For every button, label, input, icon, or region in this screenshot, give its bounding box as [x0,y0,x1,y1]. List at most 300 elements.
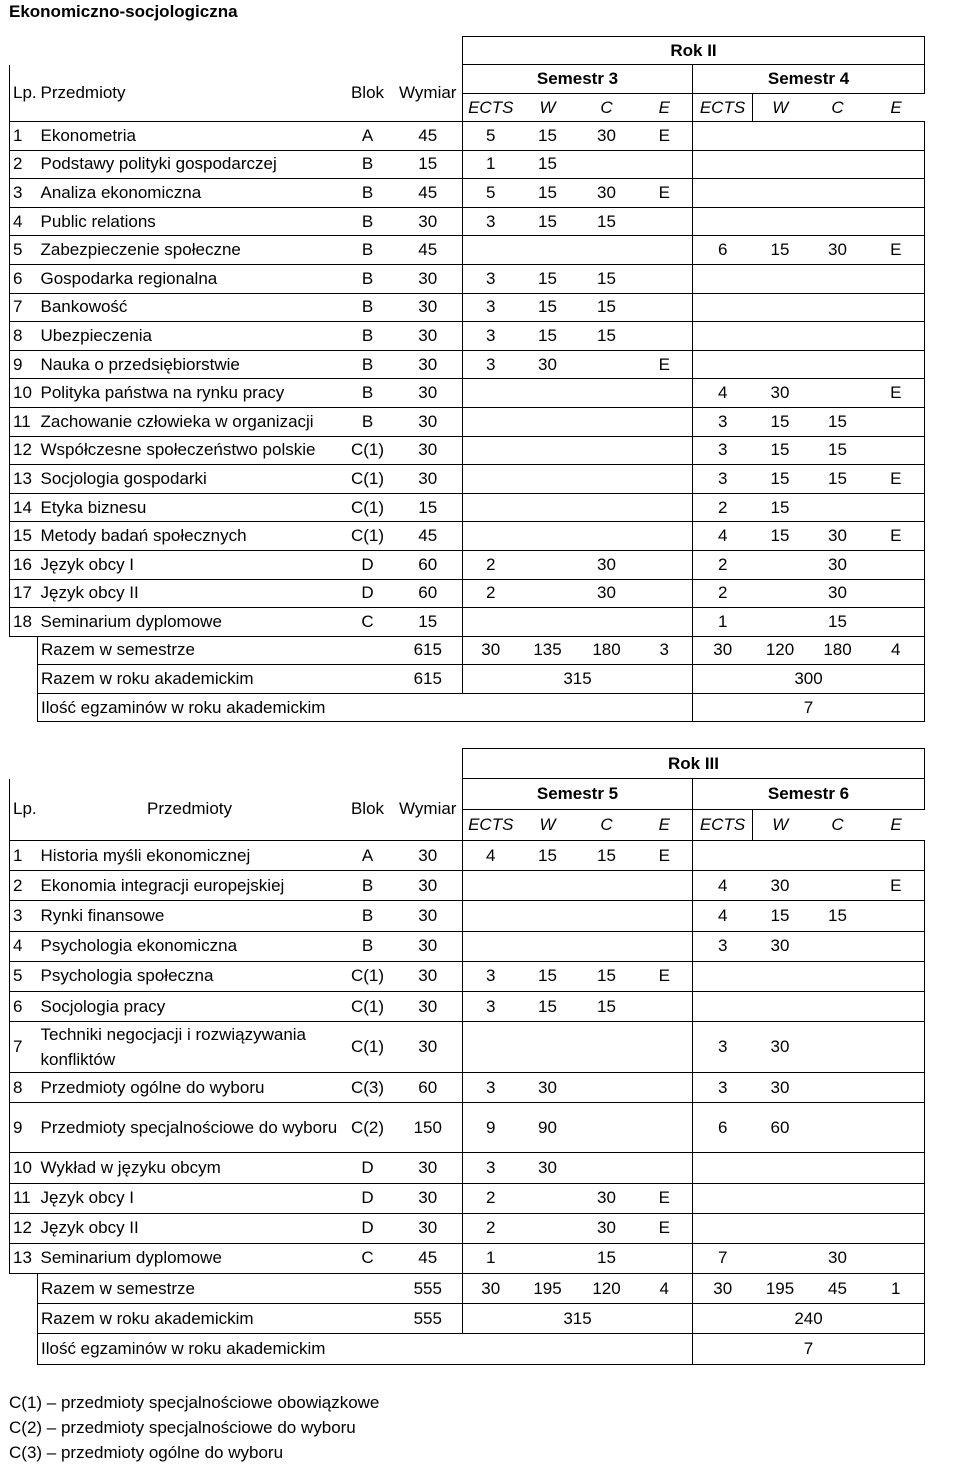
cell-ects: 5 [463,179,519,208]
table-row [10,1073,925,1103]
cell-e [868,961,925,991]
cell-e [868,293,925,322]
table-row [10,264,925,293]
cell-wymiar: 45 [394,236,463,265]
blok-header: Blok [342,779,394,841]
cell-wymiar: 45 [394,122,463,151]
cell-blok: B [342,407,394,436]
sum-semester-value: 555 [394,1274,463,1304]
cell-blok: B [342,236,394,265]
cell-wymiar: 60 [394,1073,463,1103]
cell-lp: 9 [10,1103,38,1153]
cell-e [637,608,693,637]
cell-ects [693,293,753,322]
cell-e [637,871,693,901]
cell-subject: Analiza ekonomiczna [38,179,342,208]
cell-blok: B [342,179,394,208]
sum-semester-value: 30 [463,636,519,665]
przedmioty-header: Przedmioty [38,65,342,122]
table-row [10,293,925,322]
cell-subject: Język obcy II [38,579,342,608]
cell-subject: Ubezpieczenia [38,322,342,351]
sum-year-wymiar: 555 [394,1304,463,1334]
cell-e [637,1103,693,1153]
cell-w [753,1213,808,1243]
cell-e [637,322,693,351]
cell-e [868,841,925,871]
table-row [10,1103,925,1153]
cell-blok: B [342,379,394,408]
cell-w [753,122,808,151]
table-row [10,236,925,265]
cell-e [868,264,925,293]
cell-w: 15 [519,207,577,236]
cell-w [519,931,577,961]
cell-w [753,991,808,1021]
lp-header: Lp. [10,779,38,841]
cell-ects [693,179,753,208]
cell-c [577,1022,637,1073]
cell-wymiar: 30 [394,1183,463,1213]
cell-ects [463,379,519,408]
table-row [10,1153,925,1183]
cell-lp: 5 [10,236,38,265]
subheader-c: C [577,810,637,841]
cell-w [753,550,808,579]
cell-c [808,991,868,1021]
sum-semester-value: 4 [637,1274,693,1304]
cell-w: 30 [753,379,808,408]
legend-item: C(2) – przedmioty specjalnościowe do wyboru [9,1418,356,1437]
table-row [10,579,925,608]
cell-ects: 1 [693,608,753,637]
sum-semester-value: 30 [693,1274,753,1304]
exams-label: Ilość egzaminów w roku akademickim [38,1334,693,1364]
cell-ects: 7 [693,1243,753,1273]
cell-e: E [637,350,693,379]
cell-e [637,550,693,579]
semester-header-b: Semestr 4 [693,65,925,94]
cell-c [577,436,637,465]
blank-cell [10,693,38,722]
cell-w: 30 [519,1153,577,1183]
cell-w: 15 [519,122,577,151]
cell-e [637,1153,693,1183]
cell-e [637,207,693,236]
cell-c [808,322,868,351]
cell-wymiar: 30 [394,322,463,351]
cell-blok: D [342,1213,394,1243]
cell-c [808,207,868,236]
cell-e [637,379,693,408]
cell-blok: C(1) [342,961,394,991]
cell-ects [693,841,753,871]
cell-w: 15 [753,465,808,494]
sum-year-semester-a: 315 [463,665,693,694]
curriculum-table-year-3 [9,748,925,1365]
cell-c: 15 [808,436,868,465]
cell-ects: 2 [463,1183,519,1213]
cell-blok: C(1) [342,436,394,465]
table-row [10,350,925,379]
table-row [10,1183,925,1213]
cell-ects: 1 [463,1243,519,1273]
cell-e [868,436,925,465]
cell-ects: 6 [693,1103,753,1153]
year-header: Rok III [463,749,925,779]
cell-c: 15 [577,841,637,871]
cell-subject: Nauka o przedsiębiorstwie [38,350,342,379]
cell-blok: B [342,871,394,901]
page-title: Ekonomiczno-socjologiczna [9,2,238,21]
cell-ects: 2 [463,1213,519,1243]
cell-subject: Psychologia społeczna [38,961,342,991]
cell-w: 30 [753,931,808,961]
cell-ects: 4 [693,522,753,551]
przedmioty-header: Przedmioty [38,779,342,841]
cell-lp: 15 [10,522,38,551]
cell-w [753,322,808,351]
header-spacer [10,749,463,779]
cell-lp: 6 [10,264,38,293]
cell-e [637,1073,693,1103]
table-row [10,931,925,961]
cell-subject: Socjologia pracy [38,991,342,1021]
cell-subject: Historia myśli ekonomicznej [38,841,342,871]
cell-w: 30 [519,1073,577,1103]
cell-w [753,293,808,322]
cell-c: 15 [808,465,868,494]
table-row [10,493,925,522]
cell-e: E [637,961,693,991]
cell-e [868,579,925,608]
cell-lp: 5 [10,961,38,991]
table-row [10,522,925,551]
cell-e [637,1243,693,1273]
cell-c: 30 [577,179,637,208]
cell-c [577,901,637,931]
cell-c: 30 [577,579,637,608]
table-row [10,550,925,579]
sum-semester-value: 195 [753,1274,808,1304]
table-row [10,871,925,901]
cell-wymiar: 60 [394,579,463,608]
cell-ects: 3 [463,264,519,293]
subheader-e: E [637,810,693,841]
cell-blok: C(1) [342,465,394,494]
cell-e [868,207,925,236]
cell-c: 30 [577,1213,637,1243]
cell-subject: Ekonomia integracji europejskiej [38,871,342,901]
table-row [10,436,925,465]
cell-ects [463,1022,519,1073]
cell-e: E [868,522,925,551]
cell-c: 15 [808,608,868,637]
cell-blok: C(1) [342,991,394,1021]
cell-c: 30 [808,579,868,608]
cell-c: 15 [577,293,637,322]
cell-e: E [637,122,693,151]
cell-ects: 4 [693,871,753,901]
legend-item: C(1) – przedmioty specjalnościowe obowiązkowe [9,1393,380,1412]
cell-ects: 2 [693,493,753,522]
blank-cell [10,1334,38,1364]
cell-w [519,1243,577,1273]
cell-e [637,901,693,931]
cell-w [519,522,577,551]
cell-wymiar: 15 [394,150,463,179]
sum-semester-value: 1 [868,1274,925,1304]
cell-e [868,1243,925,1273]
cell-e [868,150,925,179]
cell-ects: 3 [693,407,753,436]
cell-c: 15 [577,207,637,236]
cell-w [753,1153,808,1183]
cell-e [868,1073,925,1103]
subheader-c: C [808,94,868,122]
cell-wymiar: 30 [394,407,463,436]
cell-ects: 2 [693,579,753,608]
sum-year-label: Razem w roku akademickim [38,665,394,694]
cell-ects: 3 [463,207,519,236]
table-row [10,407,925,436]
cell-subject: Język obcy I [38,1183,342,1213]
exams-value: 7 [693,693,925,722]
cell-wymiar: 45 [394,522,463,551]
cell-ects: 2 [463,579,519,608]
cell-c: 30 [808,522,868,551]
cell-c: 15 [577,961,637,991]
cell-c: 30 [808,1243,868,1273]
cell-lp: 2 [10,871,38,901]
cell-e: E [868,871,925,901]
cell-subject: Podstawy polityki gospodarczej [38,150,342,179]
cell-blok: C [342,1243,394,1273]
cell-w: 30 [519,350,577,379]
subheader-w: W [753,810,808,841]
cell-w [519,550,577,579]
cell-wymiar: 30 [394,991,463,1021]
cell-wymiar: 30 [394,1022,463,1073]
table-row [10,122,925,151]
cell-w: 90 [519,1103,577,1153]
cell-ects [693,350,753,379]
cell-c [808,350,868,379]
cell-wymiar: 30 [394,1213,463,1243]
cell-w [519,436,577,465]
cell-wymiar: 30 [394,264,463,293]
cell-subject: Język obcy II [38,1213,342,1243]
cell-blok: B [342,901,394,931]
wymiar-header: Wymiar [394,779,463,841]
cell-subject: Metody badań społecznych [38,522,342,551]
cell-c [577,871,637,901]
cell-w [519,608,577,637]
subheader-w: W [519,810,577,841]
blok-header: Blok [342,65,394,122]
table-row [10,1022,925,1073]
cell-blok: D [342,579,394,608]
blank-cell [10,665,38,694]
cell-ects: 9 [463,1103,519,1153]
cell-ects: 3 [463,991,519,1021]
cell-c: 15 [808,407,868,436]
table-row [10,961,925,991]
table-row [10,1243,925,1273]
cell-wymiar: 15 [394,493,463,522]
cell-lp: 18 [10,608,38,637]
cell-blok: B [342,293,394,322]
lp-header: Lp. [10,65,38,122]
cell-ects: 3 [693,1073,753,1103]
cell-ects [463,407,519,436]
cell-lp: 17 [10,579,38,608]
table-row [10,901,925,931]
sum-semester-label: Razem w semestrze [38,636,394,665]
cell-w: 60 [753,1103,808,1153]
subheader-w: W [753,94,808,122]
cell-ects: 3 [463,1153,519,1183]
cell-lp: 8 [10,1073,38,1103]
cell-c [808,871,868,901]
sum-semester-value: 3 [637,636,693,665]
cell-ects: 3 [463,293,519,322]
cell-ects [463,465,519,494]
cell-e [868,608,925,637]
cell-wymiar: 30 [394,901,463,931]
cell-blok: C(2) [342,1103,394,1153]
cell-c [577,350,637,379]
cell-ects [693,1153,753,1183]
blank-cell [10,636,38,665]
cell-ects: 3 [463,322,519,351]
cell-c [577,931,637,961]
cell-wymiar: 30 [394,293,463,322]
cell-subject: Rynki finansowe [38,901,342,931]
table-row [10,608,925,637]
cell-c [808,931,868,961]
cell-wymiar: 60 [394,550,463,579]
cell-c [808,1183,868,1213]
cell-wymiar: 45 [394,1243,463,1273]
cell-w [519,1213,577,1243]
cell-e: E [637,1183,693,1213]
cell-e [868,407,925,436]
cell-e: E [637,841,693,871]
cell-blok: B [342,931,394,961]
cell-subject: Etyka biznesu [38,493,342,522]
cell-c [577,379,637,408]
cell-w [753,961,808,991]
cell-ects: 3 [463,350,519,379]
cell-ects [463,871,519,901]
cell-lp: 6 [10,991,38,1021]
cell-e [868,179,925,208]
sum-semester-value: 45 [808,1274,868,1304]
cell-wymiar: 30 [394,931,463,961]
cell-w [519,579,577,608]
cell-wymiar: 30 [394,350,463,379]
cell-subject: Psychologia ekonomiczna [38,931,342,961]
cell-w [753,179,808,208]
cell-w [519,379,577,408]
cell-w [519,236,577,265]
cell-subject: Gospodarka regionalna [38,264,342,293]
cell-ects [693,1213,753,1243]
cell-c [808,1213,868,1243]
cell-ects [693,991,753,1021]
semester-header-b: Semestr 6 [693,779,925,810]
sum-year-semester-b: 300 [693,665,925,694]
table-row [10,150,925,179]
cell-c [577,1103,637,1153]
table-row [10,379,925,408]
cell-e [868,1153,925,1183]
sum-year-semester-a: 315 [463,1304,693,1334]
cell-c [808,122,868,151]
cell-ects: 4 [693,901,753,931]
cell-ects [463,522,519,551]
cell-c: 15 [577,322,637,351]
cell-c: 30 [577,550,637,579]
cell-ects [693,122,753,151]
cell-e [868,1213,925,1243]
table-row [10,1213,925,1243]
cell-c [577,493,637,522]
cell-w: 30 [753,871,808,901]
cell-w: 15 [519,179,577,208]
cell-w: 15 [753,493,808,522]
cell-c [808,1103,868,1153]
cell-w: 30 [753,1022,808,1073]
cell-e [637,407,693,436]
cell-subject: Przedmioty ogólne do wyboru [38,1073,342,1103]
cell-subject: Public relations [38,207,342,236]
sum-semester-value: 30 [693,636,753,665]
cell-e [868,1183,925,1213]
cell-e [868,931,925,961]
cell-e [868,122,925,151]
subheader-ects: ECTS [463,94,519,122]
cell-blok: B [342,264,394,293]
cell-ects [463,931,519,961]
exams-label: Ilość egzaminów w roku akademickim [38,693,693,722]
cell-subject: Techniki negocjacji i rozwiązywania konfliktów [38,1022,342,1073]
cell-w [519,493,577,522]
cell-e [637,522,693,551]
cell-ects [463,608,519,637]
cell-lp: 3 [10,179,38,208]
cell-ects: 3 [693,1022,753,1073]
cell-e: E [868,379,925,408]
cell-blok: D [342,550,394,579]
cell-ects [463,436,519,465]
subheader-ects: ECTS [693,94,753,122]
cell-c [577,465,637,494]
cell-w [519,1183,577,1213]
cell-e [637,579,693,608]
cell-w [753,207,808,236]
cell-lp: 12 [10,436,38,465]
cell-lp: 10 [10,1153,38,1183]
cell-blok: C(1) [342,493,394,522]
cell-ects: 2 [693,550,753,579]
cell-w [753,608,808,637]
cell-ects: 2 [463,550,519,579]
subheader-c: C [577,94,637,122]
cell-wymiar: 30 [394,379,463,408]
cell-blok: B [342,207,394,236]
